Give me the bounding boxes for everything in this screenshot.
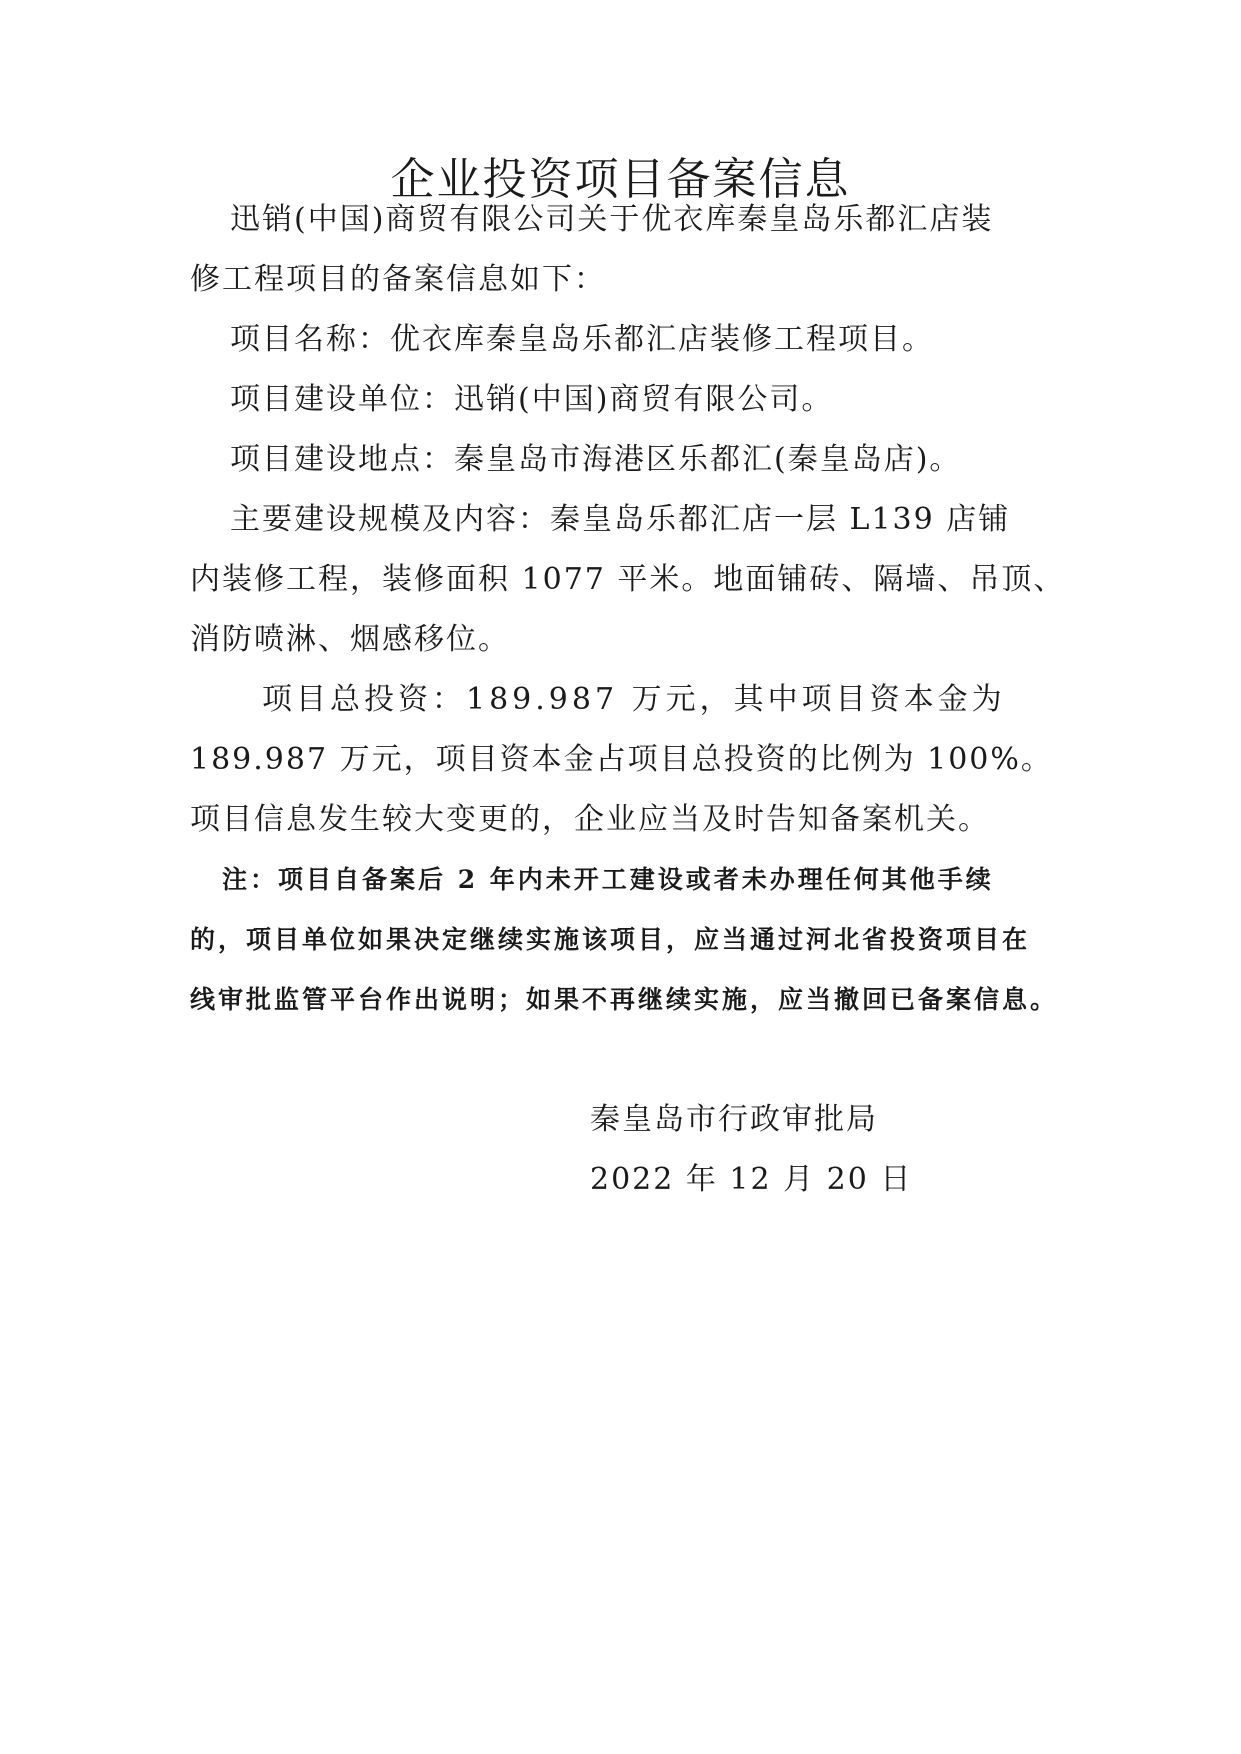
issue-date: 2022 年 12 月 20 日: [590, 1162, 913, 1197]
change-notice: 项目信息发生较大变更的，企业应当及时告知备案机关。: [190, 802, 990, 837]
scale-line-2: 内装修工程，装修面积 1077 平米。地面铺砖、隔墙、吊顶、: [190, 562, 1066, 597]
project-name: 项目名称：优衣库秦皇岛乐都汇店装修工程项目。: [230, 322, 934, 357]
scale-line-3: 消防喷淋、烟感移位。: [190, 622, 510, 657]
document-title: 企业投资项目备案信息: [390, 154, 851, 205]
construction-site: 项目建设地点：秦皇岛市海港区乐都汇(秦皇岛店)。: [230, 442, 962, 477]
scale-line-1: 主要建设规模及内容：秦皇岛乐都汇店一层 L139 店铺: [230, 502, 1011, 537]
note-line-2: 的，项目单位如果决定继续实施该项目，应当通过河北省投资项目在: [190, 925, 1031, 954]
construction-unit: 项目建设单位：迅销(中国)商贸有限公司。: [230, 382, 834, 417]
note-line-1: 注：项目自备案后 2 年内未开工建设或者未办理任何其他手续: [222, 865, 994, 894]
intro-line-1: 迅销(中国)商贸有限公司关于优衣库秦皇岛乐都汇店装: [230, 202, 994, 237]
issuer-name: 秦皇岛市行政审批局: [590, 1102, 878, 1137]
intro-line-2: 修工程项目的备案信息如下：: [190, 262, 606, 297]
investment-line-1: 项目总投资：189.987 万元，其中项目资本金为: [262, 682, 1006, 717]
note-line-3: 线审批监管平台作出说明；如果不再继续实施，应当撤回已备案信息。: [190, 985, 1059, 1014]
investment-line-2: 189.987 万元，项目资本金占项目总投资的比例为 100%。: [190, 742, 1053, 777]
